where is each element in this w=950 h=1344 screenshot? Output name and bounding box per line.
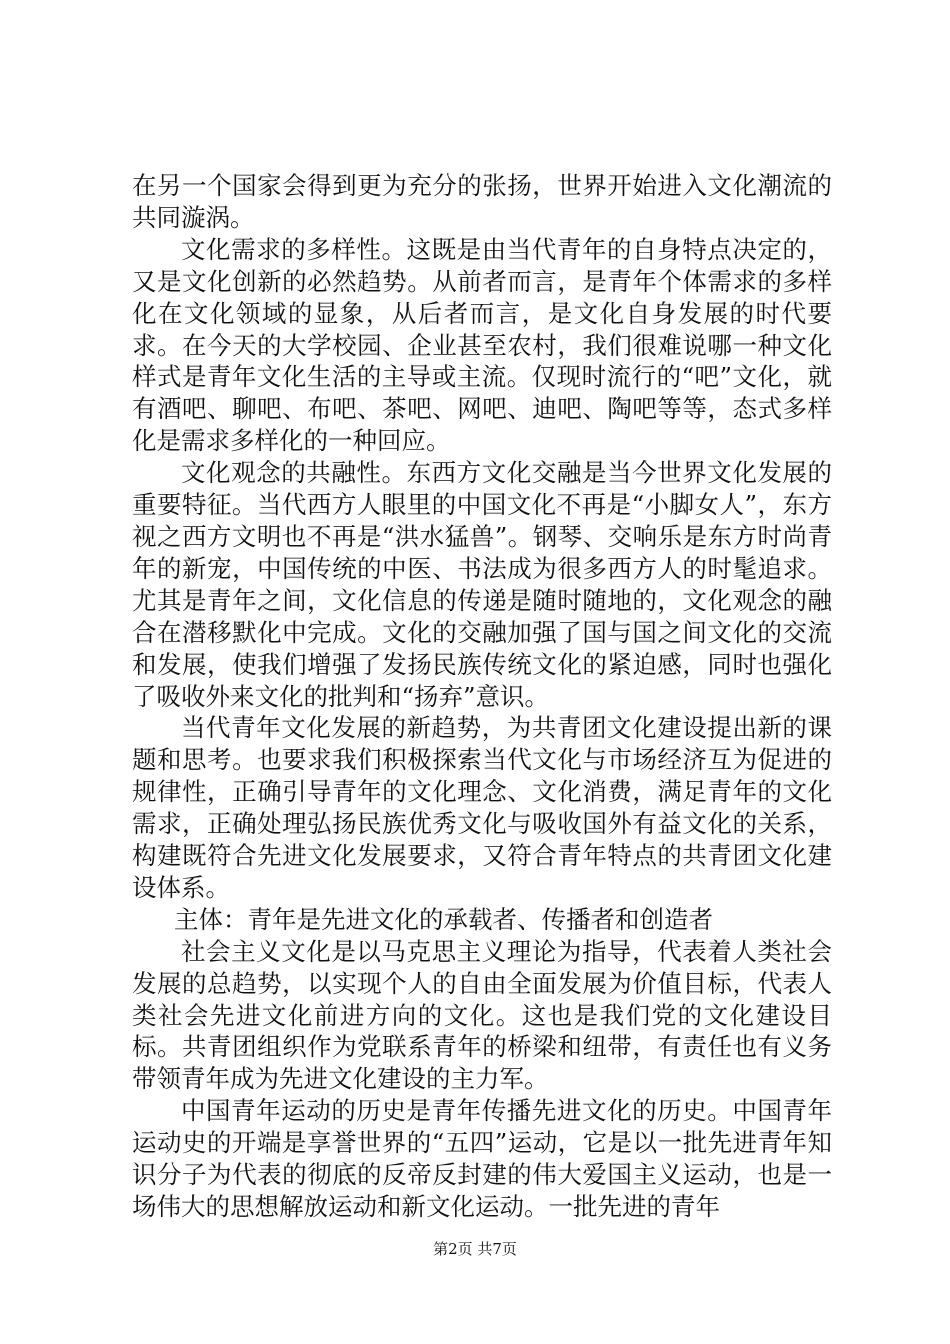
paragraph-cultural-concept-fusion: 文化观念的共融性。东西方文化交融是当今世界文化发展的重要特征。当代西方人眼里的中国文化不再是“小脚女人”，东方视之西方文明也不再是“洪水猛兽”。钢琴、交响乐是东方时尚青年的新宠，中国传统的中医、书法成为很多西方人的时髦追求。尤其是青年之间，文化信息的传递是随时随地的，文化观念的融合在潜移默化中完成。文化的交融加强了国与国之间文化的交流和发展，使我们增强了发扬民族传统文化的紧迫感，同时也强化了吸收外来文化的批判和“扬弃”意识。 — [132, 458, 832, 711]
paragraph-cultural-demand-diversity: 文化需求的多样性。这既是由当代青年的自身特点决定的，又是文化创新的必然趋势。从前者而言，是青年个体需求的多样化在文化领域的显象，从后者而言，是文化自身发展的时代要求。在今天的大学校园、企业甚至农村，我们很难说哪一种文化样式是青年文化生活的主导或主流。仅现时流行的“吧”文化，就有酒吧、聊吧、布吧、茶吧、网吧、迪吧、陶吧等等，态式多样化是需求多样化的一种回应。 — [132, 234, 832, 456]
paragraph-socialist-culture: 社会主义文化是以马克思主义理论为指导，代表着人类社会发展的总趋势，以实现个人的自由全面发展为价值目标，代表人类社会先进文化前进方向的文化。这也是我们党的文化建设目标。共青团组织作为党联系青年的桥梁和纽带，有责任也有义务带领青年成为先进文化建设的主力军。 — [132, 936, 832, 1094]
section-subheading: 主体：青年是先进文化的承载者、传播者和创造者 — [174, 904, 713, 934]
document-body — [132, 170, 832, 1223]
paragraph-continuation: 在另一个国家会得到更为充分的张扬，世界开始进入文化潮流的共同漩涡。 — [132, 171, 832, 232]
page-footer — [0, 1239, 950, 1259]
paragraph-youth-movement-history: 中国青年运动的历史是青年传播先进文化的历史。中国青年运动史的开端是享誉世界的“五四”运动，它是以一批先进青年知识分子为代表的彻底的反帝反封建的伟大爱国主义运动，也是一场伟大的思想解放运动和新文化运动。一批先进的青年 — [132, 1096, 832, 1221]
paragraph-new-trends: 当代青年文化发展的新趋势，为共青团文化建设提出新的课题和思考。也要求我们积极探索当代文化与市场经济互为促进的规律性，正确引导青年的文化理念、文化消费，满足青年的文化需求，正确处理弘扬民族优秀文化与吸收国外有益文化的关系，构建既符合先进文化发展要求，又符合青年特点的共青团文化建设体系。 — [132, 713, 832, 902]
page-number-indicator: 第2页 共7页 — [433, 1240, 517, 1258]
